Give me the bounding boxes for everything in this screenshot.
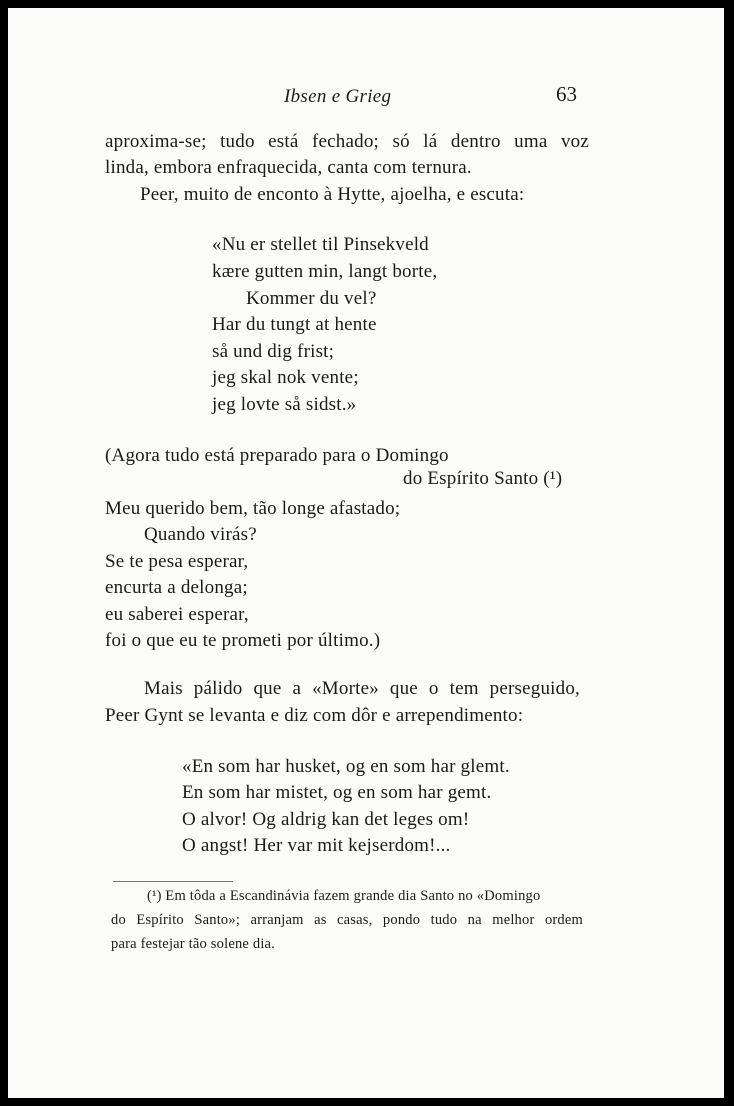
verse-line: O angst! Her var mit kejserdom!... bbox=[182, 835, 451, 856]
verse-line: «Nu er stellet til Pinsekveld bbox=[212, 234, 429, 255]
verse-line: (Agora tudo está preparado para o Domingo bbox=[105, 445, 449, 466]
footnote-line: do Espírito Santo»; arranjam as casas, pondo tudo na melhor ordem bbox=[111, 912, 583, 928]
text-line: aproxima-se; tudo está fechado; só lá dentro uma voz bbox=[105, 131, 589, 152]
verse-line: Se te pesa esperar, bbox=[105, 551, 249, 572]
verse-line: kære gutten min, langt borte, bbox=[212, 261, 438, 282]
verse-line: En som har mistet, og en som har gemt. bbox=[182, 782, 492, 803]
running-header-title: Ibsen e Grieg bbox=[284, 86, 392, 107]
verse-line: «En som har husket, og en som har glemt. bbox=[182, 756, 510, 777]
book-page bbox=[8, 8, 724, 1098]
footnote-divider bbox=[113, 881, 233, 882]
verse-line: encurta a delonga; bbox=[105, 577, 248, 598]
verse-line: Har du tungt at hente bbox=[212, 314, 377, 335]
verse-line: jeg skal nok vente; bbox=[212, 367, 359, 388]
page-number: 63 bbox=[556, 82, 577, 106]
verse-line: eu saberei esperar, bbox=[105, 604, 249, 625]
verse-line: Meu querido bem, tão longe afastado; bbox=[105, 498, 401, 519]
verse-line: så und dig frist; bbox=[212, 341, 335, 362]
footnote-line: para festejar tão solene dia. bbox=[111, 936, 276, 952]
verse-line: foi o que eu te prometi por último.) bbox=[105, 630, 381, 651]
verse-line: do Espírito Santo (¹) bbox=[403, 468, 563, 489]
text-line: Peer, muito de enconto à Hytte, ajoelha, e escuta: bbox=[140, 184, 525, 205]
verse-line: Quando virás? bbox=[144, 524, 257, 545]
verse-line: jeg lovte så sidst.» bbox=[212, 394, 357, 415]
verse-line: O alvor! Og aldrig kan det leges om! bbox=[182, 809, 470, 830]
text-line: linda, embora enfraquecida, canta com ternura. bbox=[105, 157, 472, 178]
text-line: Mais pálido que a «Morte» que o tem perseguido, bbox=[144, 678, 580, 699]
verse-line: Kommer du vel? bbox=[246, 288, 377, 309]
footnote-line: (¹) Em tôda a Escandinávia fazem grande dia Santo no «Domingo bbox=[147, 888, 541, 904]
text-line: Peer Gynt se levanta e diz com dôr e arrependimento: bbox=[105, 705, 524, 726]
